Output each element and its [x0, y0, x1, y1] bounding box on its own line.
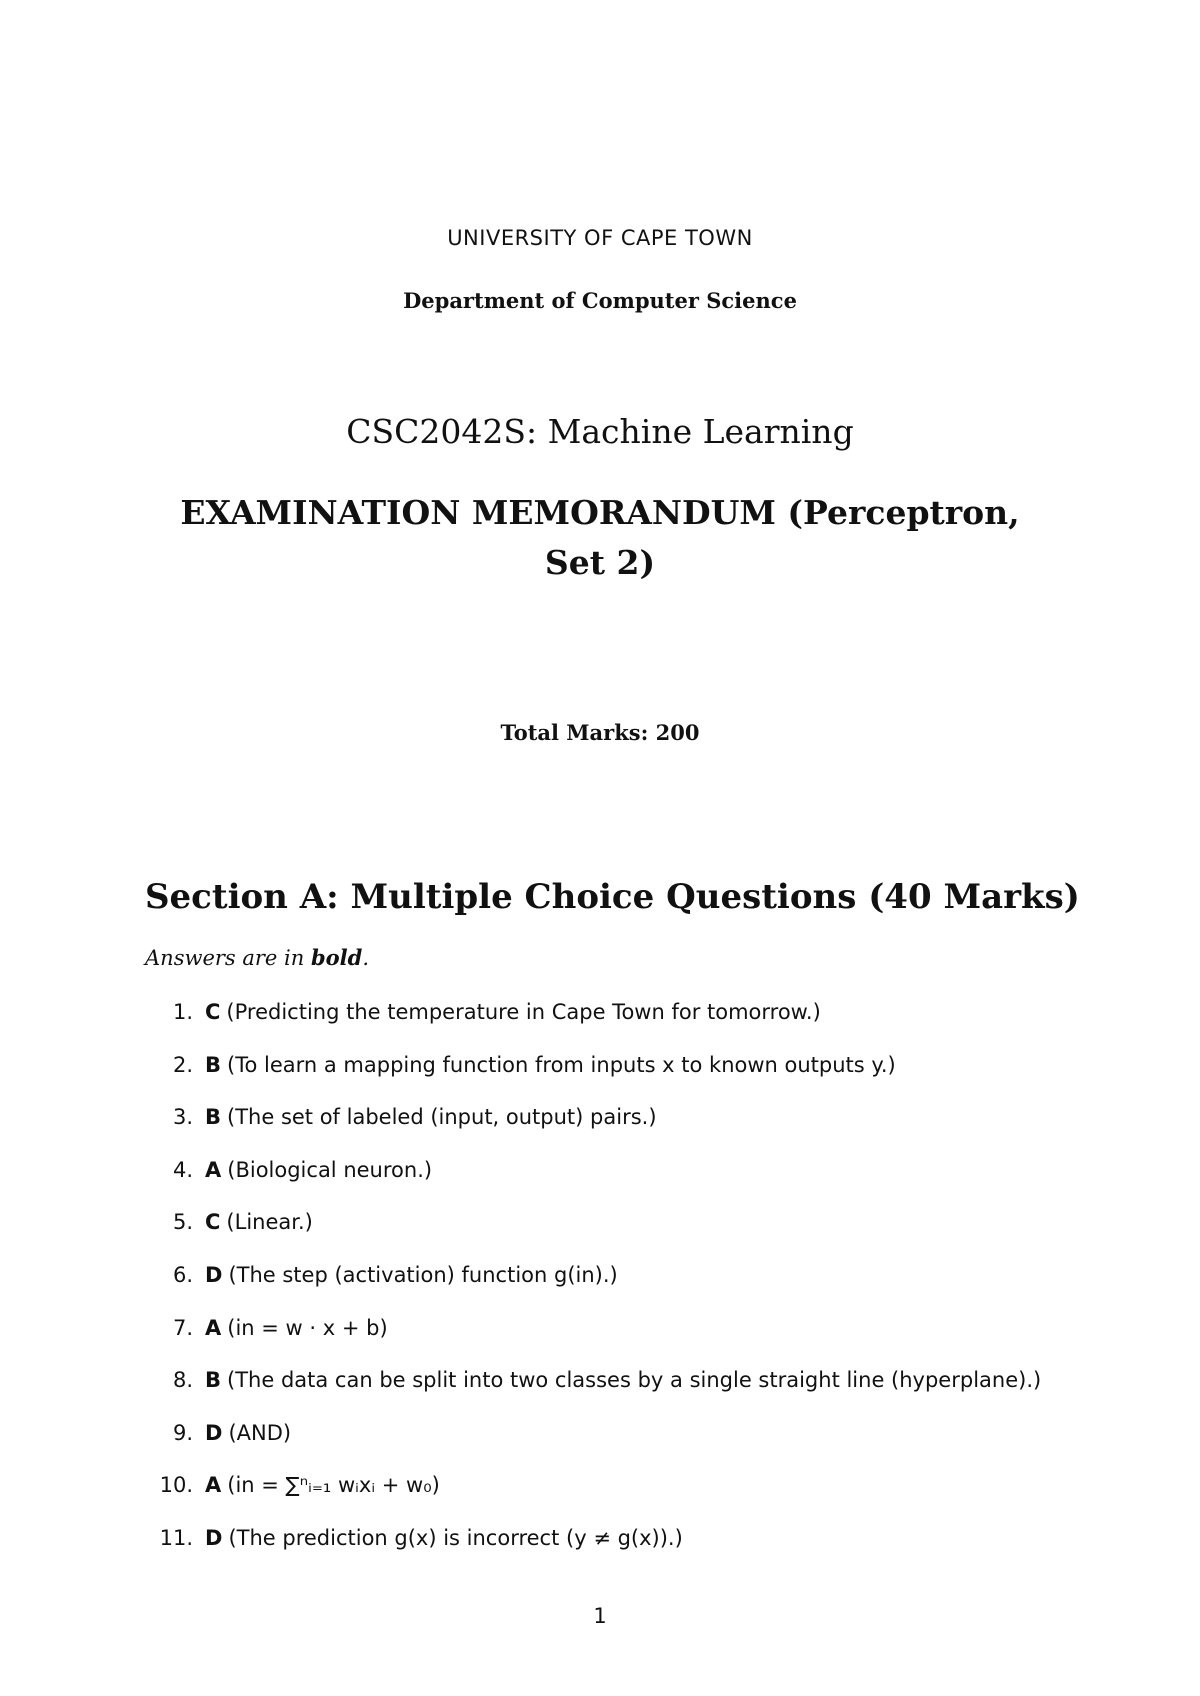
answer-item: [145, 1210, 1105, 1263]
answers-note-bold: bold: [310, 945, 363, 970]
answer-text: (in = ∑ⁿᵢ₌₁ wᵢxᵢ + w₀): [227, 1473, 440, 1498]
answer-letter: C: [205, 1210, 221, 1235]
answers-note: [145, 945, 369, 970]
memo-title-line-1: EXAMINATION MEMORANDUM (Perceptron,: [180, 493, 1020, 532]
answer-item: [145, 1473, 1105, 1526]
answer-text: (The prediction g(x) is incorrect (y ≠ g(x)).): [228, 1525, 683, 1550]
memo-title-line-2: Set 2): [544, 543, 656, 582]
answer-item: [145, 1000, 1105, 1053]
answers-note-prefix: Answers are in: [145, 946, 311, 970]
answer-text: (in = w · x + b): [227, 1315, 388, 1340]
answer-item: [145, 1368, 1105, 1421]
answer-text: (The step (activation) function g(in).): [228, 1262, 618, 1287]
answer-letter: A: [205, 1315, 222, 1340]
answer-text: (To learn a mapping function from inputs x to known outputs y.): [227, 1052, 896, 1077]
answer-number: 1.: [172, 1000, 193, 1024]
page-number: 1: [593, 1604, 607, 1628]
answer-text: (Predicting the temperature in Cape Town for tomorrow.): [226, 1000, 821, 1024]
answer-item: [145, 1316, 1105, 1369]
university-name: UNIVERSITY OF CAPE TOWN: [447, 226, 753, 250]
answer-number: 6.: [172, 1262, 193, 1287]
course-title: CSC2042S: Machine Learning: [346, 412, 854, 451]
answer-text: (Biological neuron.): [227, 1157, 433, 1182]
answers-note-suffix: .: [362, 946, 369, 970]
answer-item: [145, 1053, 1105, 1106]
answer-letter: D: [205, 1262, 223, 1287]
answer-number: 5.: [172, 1210, 193, 1235]
answer-letter: D: [205, 1525, 223, 1550]
answer-item: [145, 1105, 1105, 1158]
answer-item: [145, 1421, 1105, 1474]
answer-number: 8.: [172, 1368, 193, 1393]
answer-number: 11.: [159, 1525, 193, 1550]
answer-text: (The data can be split into two classes by a single straight line (hyperplane).): [227, 1368, 1042, 1393]
answer-text: (AND): [228, 1420, 292, 1445]
answer-item: [145, 1158, 1105, 1211]
answer-letter: D: [205, 1420, 223, 1445]
answer-number: 10.: [159, 1473, 193, 1498]
answer-number: 3.: [172, 1105, 193, 1130]
section-a-title: Section A: Multiple Choice Questions (40 Marks): [145, 877, 1080, 917]
answer-number: 7.: [172, 1315, 193, 1340]
answer-letter: B: [205, 1052, 222, 1077]
answer-letter: B: [205, 1368, 222, 1393]
answer-number: 4.: [172, 1157, 193, 1182]
answer-letter: A: [205, 1473, 222, 1498]
answer-item: [145, 1263, 1105, 1316]
answer-letter: B: [205, 1105, 222, 1130]
answer-item: [145, 1526, 1105, 1579]
answer-list: [145, 1000, 1105, 1579]
department-name: Department of Computer Science: [403, 288, 797, 313]
answer-letter: A: [205, 1157, 222, 1182]
answer-letter: C: [205, 1000, 221, 1024]
answer-number: 9.: [172, 1420, 193, 1445]
answer-text: (The set of labeled (input, output) pairs.): [227, 1105, 657, 1130]
answer-number: 2.: [172, 1052, 193, 1077]
answer-text: (Linear.): [226, 1210, 313, 1235]
total-marks: Total Marks: 200: [500, 720, 700, 745]
